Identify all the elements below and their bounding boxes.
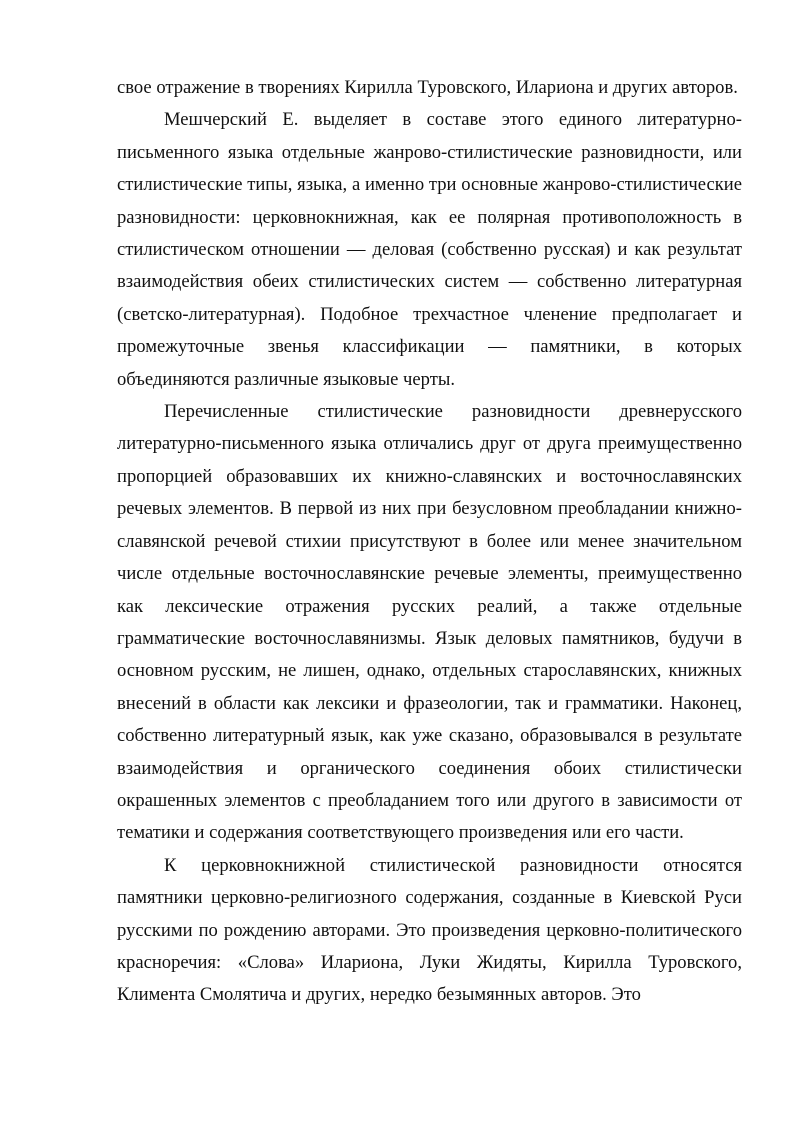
document-body — [117, 72, 742, 1012]
paragraph-stylistic-varieties: Перечисленные стилистические разновидности древнерусского литературно-письменного языка отличались друг от друга преимущественно пропорцией образовавших их книжно-славянских и восточнославянских речевых элементов. В первой из них при безусловном преобладании книжно-славянской речевой стихии присутствуют в более или менее значительном числе отдельные восточнославянские речевые элементы, преимущественно как лексические отражения русских реалий, а также отдельные грамматические восточнославянизмы. Язык деловых памятников, будучи в основном русским, не лишен, однако, отдельных старославянских, книжных внесений в области как лексики и фразеологии, так и грамматики. Наконец, собственно литературный язык, как уже сказано, образовывался в результате взаимодействия и органического соединения обоих стилистически окрашенных элементов с преобладанием того или другого в зависимости от тематики и содержания соответствующего произведения или его части. — [117, 401, 742, 844]
paragraph-church-book-variety: К церковнокнижной стилистической разновидности относятся памятники церковно-религиозного содержания, созданные в Киевской Руси русскими по рождению авторами. Это произведения церковно-политического красноречия: «Слова» Илариона, Луки Жидяты, Кирилла Туровского, Климента Смолятича и других, нередко безымянных авторов. Это — [117, 854, 742, 1006]
paragraph-continuation: свое отражение в творениях Кирилла Туровского, Илариона и других авторов. — [117, 77, 738, 98]
paragraph-meshchersky: Мешчерский Е. выделяет в составе этого единого литературно-письменного языка отдельные жанрово-стилистические разновидности, или стилистические типы, языка, а именно три основные жанрово-стилистические разновидности: церковнокнижная, как ее полярная противоположность в стилистическом отношении — деловая (собственно русская) и как результат взаимодействия обеих стилистических систем — собственно литературная (светско-литературная). Подобное трехчастное членение предполагает и промежуточные звенья классификации — памятники, в которых объединяются различные языковые черты. — [117, 109, 742, 390]
